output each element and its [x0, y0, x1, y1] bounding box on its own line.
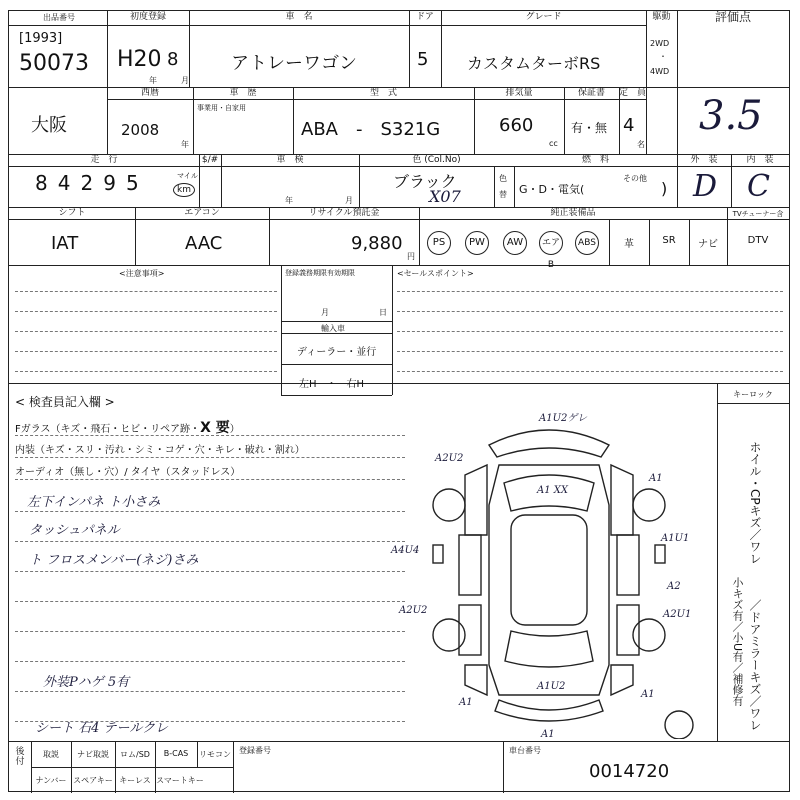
diagram-label-5: A1U1 — [661, 533, 690, 544]
diagram-label-8: A2U2 — [399, 605, 428, 616]
warranty-label: 保証書 — [577, 88, 605, 98]
model-label: 型 式 — [369, 88, 397, 98]
handwritten-note-4: 外装Pハゲ 5有 — [43, 675, 130, 690]
first-reg-label: 初度登録 — [129, 12, 166, 22]
seireki-label: 西暦 — [140, 88, 159, 98]
score-value: 3.5 — [699, 93, 763, 139]
interior-label: 内 装 — [746, 155, 774, 165]
acc-keyless: キーレス — [119, 776, 151, 785]
color-label: 色 (Col.No) — [412, 155, 461, 165]
grade: カスタムターボRS — [467, 54, 601, 73]
drive-label: 駆動 — [652, 12, 671, 22]
acc-number: ナンバー — [35, 776, 67, 785]
equip-airbag-circled: エアB — [539, 231, 563, 255]
accessories-label: 後付 — [15, 747, 25, 767]
reg-number-label: 登録番号 — [239, 746, 271, 755]
caution-label: <注意事項> — [119, 269, 165, 278]
grade-label: グレード — [525, 12, 562, 22]
fuel-other: その他 — [623, 174, 647, 183]
keylock-side-text-c: 小キズ有／小U有／補修有 — [731, 577, 744, 707]
acc-smart-key: スマートキー — [156, 776, 204, 785]
recycle-fee: 9,880 — [351, 233, 403, 254]
handwritten-note-3: ト フロスメンバー(ネジ)さみ — [29, 553, 199, 568]
equip-leather: 革 — [624, 239, 634, 250]
chassis-label: 車台番号 — [509, 746, 541, 755]
handwritten-note-5: シート 石4 テールクレ — [35, 721, 169, 736]
chassis-number: 0014720 — [589, 761, 670, 782]
interior-note: 内装（キズ・スリ・汚れ・シミ・コゲ・穴・キレ・破れ・割れ） — [15, 445, 305, 456]
yen-unit: 円 — [407, 252, 415, 261]
dollar-label: $/# — [201, 155, 219, 165]
equip-navi: ナビ — [698, 239, 718, 250]
color-change-label-a: 色 — [499, 174, 507, 183]
km-unit-circled: km — [173, 183, 195, 197]
car-damage-diagram — [379, 395, 715, 739]
capacity-unit: 名 — [637, 140, 645, 149]
equip-pw-circled: PW — [465, 231, 489, 255]
acc-bcas: B-CAS — [163, 749, 189, 758]
model: ABA - S321G — [301, 119, 441, 140]
mileage-label: 走 行 — [90, 155, 118, 165]
first-reg-era: H20 — [117, 47, 162, 72]
inspection-title: < 検査員記入欄 > — [15, 395, 115, 409]
warranty: 有・無 — [571, 121, 608, 135]
equip-label: 純正装備品 — [550, 208, 596, 218]
first-reg-year-unit: 年 — [149, 76, 157, 85]
recycle-label: リサイクル預託金 — [308, 208, 380, 218]
seireki: 2008 — [121, 121, 160, 139]
diagram-label-11: A1 — [459, 697, 473, 708]
acc-manual: 取説 — [43, 750, 59, 759]
equip-ps-circled: PS — [427, 231, 451, 255]
drive-2wd: 2WD — [650, 39, 670, 48]
equip-aw-circled: AW — [503, 231, 527, 255]
diagram-label-3: A1 XX — [537, 485, 569, 496]
equip-dtv: DTV — [747, 235, 769, 246]
reg-month-unit: 月 — [321, 308, 329, 317]
mileage-digits: 84295 — [35, 171, 149, 195]
tv-tuner-label: TVチューナー含 — [732, 210, 784, 218]
drive-4wd: 4WD — [650, 67, 670, 76]
keylock-side-text-a: ホイル・CPキズ／ワレ — [748, 441, 762, 565]
region: 大阪 — [31, 115, 67, 136]
import-label: 輸入車 — [321, 324, 345, 333]
diagram-label-6: A4U4 — [391, 545, 420, 556]
shaken-year-unit: 年 — [285, 196, 293, 205]
displacement: 660 — [499, 115, 534, 136]
exterior-label: 外 装 — [690, 155, 718, 165]
cc-unit: cc — [549, 139, 558, 148]
glass-note: Fガラス（キズ・飛石・ヒビ・リペア跡・X 要） — [15, 420, 240, 436]
auction-sheet: 出品番号 初度登録 車 名 ドア グレード 駆動 評価点 [1993] 50073 H20 8 年 月 アトレーワゴン 5 カスタムターボRS 2WD ・ 4WD 大阪 西暦 2008 年 車 歴 事業用・自家用 型 式 ABA - S321G 排気量 660 cc 保証書 有・無 定 員 4 名 3.5 走 行 84295 マイル km $/# 車 検 年 月 色 (Col.No) ブラック X07 色 替 燃 料 G・D・電気( その他 ) 外 装 内 装 D C シフト IAT エアコン AAC リサイクル預託金 9,880 円 純正装備品 TVチューナー含 PS PW AW エアB ABS 革 SR ナビ DTV <注意事項> 登録義務期限有効期限 月 日 輸入車 ディーラー・並行 左H ・ 右H <セールスポイント> < 検査員記入欄 > Fガラス（キズ・飛石・ヒビ・リペア跡・X 要） 内装（キズ・スリ・汚れ・シミ・コゲ・穴・キレ・破れ・割れ） オーディオ（無し・穴）/ タイヤ（スタッドレス） 左下インパネ ト小さみ タッシュパネル ト フロスメンバー(ネジ)さみ 外装Pハゲ 5有 シート 石4 テールクレ A1U2ゲレ A2U2 A1 XX A1 A1U1 A4U4 A2 A2U2 A2U1 A1U2 A1 A1 A1 キーロック ホイル・CPキズ／ワレ ／ドアミラーキズ／ワレ 小キズ有／小U有／補修有 後付 取説 ナビ取説 ロム/SD B-CAS リモコン ナンバー スペアキー キーレス スマートキー 登録番号 車台番号 0014720 — [8, 10, 790, 792]
acc-navi-manual: ナビ取説 — [77, 750, 109, 759]
seireki-unit: 年 — [181, 140, 189, 149]
acc-rom-sd: ロム/SD — [120, 750, 150, 759]
car-name-label: 車 名 — [285, 12, 313, 22]
keylock-side-text-b: ／ドアミラーキズ／ワレ — [748, 599, 762, 731]
color-code: X07 — [429, 187, 461, 206]
car-name: アトレーワゴン — [231, 53, 357, 74]
color-change-label-b: 替 — [499, 190, 507, 199]
history-sub: 事業用・自家用 — [197, 104, 246, 112]
reg-expiry-label: 登録義務期限有効期限 — [285, 269, 355, 277]
exterior-grade: D — [693, 169, 718, 204]
handwritten-note-2: タッシュパネル — [29, 523, 120, 538]
equip-abs-circled: ABS — [575, 231, 599, 255]
fuel-label: 燃 料 — [581, 155, 609, 165]
lot-number: 50073 — [19, 51, 89, 76]
diagram-label-10: A1U2 — [537, 681, 566, 692]
audio-tire-note: オーディオ（無し・穴）/ タイヤ（スタッドレス） — [15, 467, 241, 478]
acc-spare-key: スペアキー — [73, 776, 113, 785]
lot-label: 出品番号 — [43, 13, 75, 22]
first-reg-month-unit: 月 — [181, 76, 189, 85]
displacement-label: 排気量 — [505, 88, 533, 98]
mile-unit: マイル — [177, 172, 198, 180]
handwritten-note-1: 左下インパネ ト小さみ — [27, 495, 161, 510]
shaken-label: 車 検 — [276, 155, 304, 165]
shift-label: シフト — [58, 208, 86, 218]
diagram-label-13: A1 — [541, 729, 555, 739]
diagram-label-7: A2 — [667, 581, 681, 592]
diagram-label-1: A1U2ゲレ — [539, 413, 588, 424]
ac: AAC — [185, 233, 223, 254]
fuel-close: ) — [661, 179, 668, 198]
fuel: G・D・電気( — [519, 183, 585, 196]
diagram-label-4: A1 — [649, 473, 663, 484]
doors: 5 — [417, 49, 429, 70]
lot-year-code: [1993] — [19, 31, 63, 46]
sales-point-label: <セールスポイント> — [397, 269, 474, 278]
diagram-label-9: A2U1 — [663, 609, 692, 620]
acc-remote: リモコン — [199, 750, 231, 759]
ac-label: エアコン — [184, 208, 220, 218]
score-label: 評価点 — [714, 10, 751, 24]
first-reg-month: 8 — [167, 49, 179, 70]
color: ブラック — [393, 172, 457, 191]
shaken-month-unit: 月 — [345, 196, 353, 205]
history-label: 車 歴 — [229, 88, 257, 98]
shift: IAT — [51, 233, 79, 254]
dealer-parallel: ディーラー・並行 — [297, 347, 377, 358]
interior-grade: C — [747, 169, 770, 204]
door-label: ドア — [416, 12, 434, 22]
diagram-label-12: A1 — [641, 689, 655, 700]
reg-day-unit: 日 — [379, 308, 387, 317]
capacity-label: 定 員 — [619, 88, 647, 98]
keylock-label: キーロック — [733, 390, 773, 399]
equip-sr: SR — [662, 235, 676, 246]
diagram-label-2: A2U2 — [435, 453, 464, 464]
handle-side: 左H ・ 右H — [299, 379, 365, 390]
capacity: 4 — [623, 115, 635, 136]
